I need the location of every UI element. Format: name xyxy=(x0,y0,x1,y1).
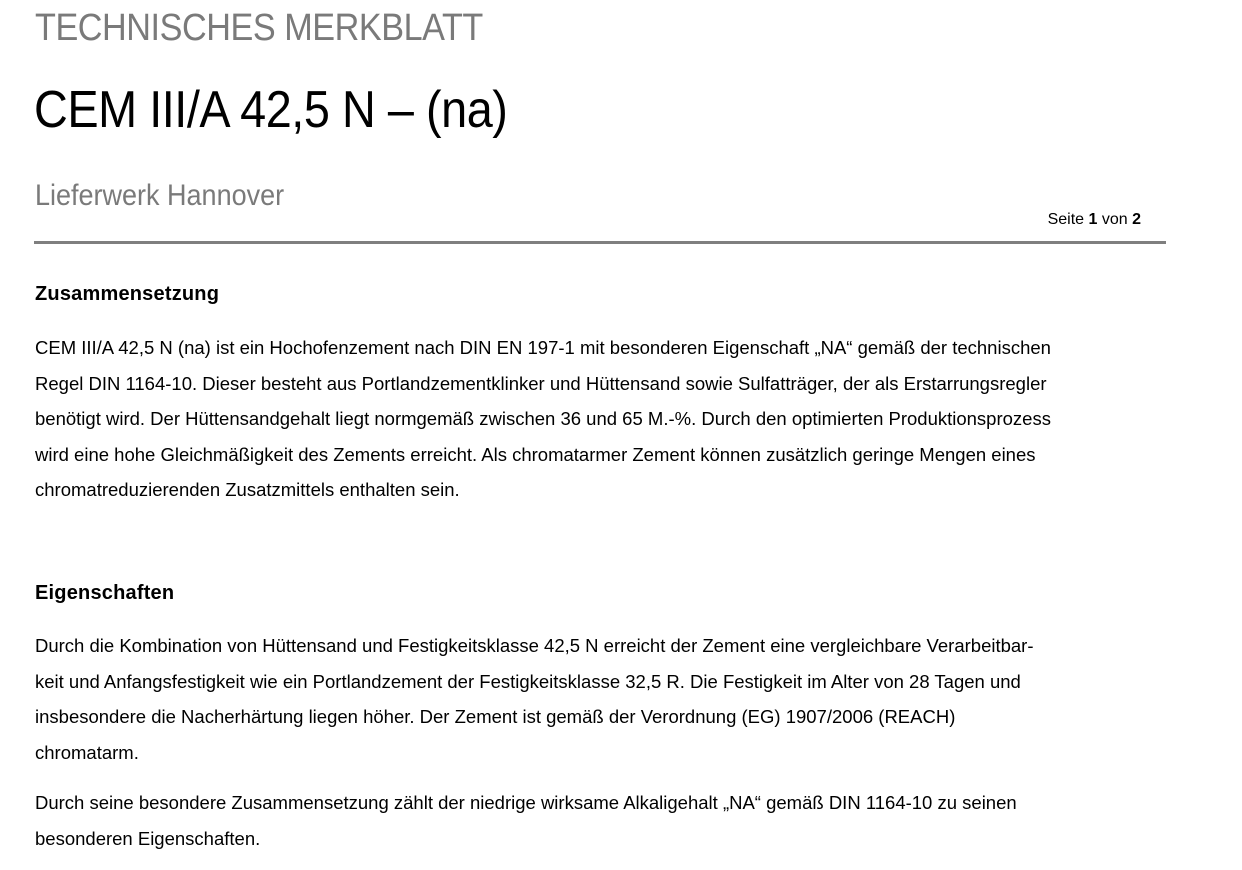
paragraph-line: CEM III/A 42,5 N (na) ist ein Hochofenzement nach DIN EN 197-1 mit besonderen Eigenschaft „NA“ gemäß der technischen xyxy=(35,337,1051,358)
paragraph-line: Regel DIN 1164-10. Dieser besteht aus Portlandzementklinker und Hüttensand sowie Sulfatträger, der als Erstarrungsregler xyxy=(35,372,1047,394)
document-type-title: TECHNISCHES MERKBLATT xyxy=(35,7,483,49)
paragraph-line: Durch seine besondere Zusammensetzung zählt der niedrige wirksame Alkaligehalt „NA“ gemäß DIN 1164-10 zu seinen xyxy=(35,792,1017,813)
page-indicator xyxy=(1048,210,1141,230)
plant-name: Lieferwerk Hannover xyxy=(35,179,285,212)
product-title: CEM III/A 42,5 N – (na) xyxy=(34,81,508,139)
paragraph-line: chromatarm. xyxy=(35,741,139,763)
page-of-label: von xyxy=(1101,211,1128,228)
paragraph-line: besonderen Eigenschaften. xyxy=(35,827,261,849)
paragraph-eigenschaften-1 xyxy=(35,628,1185,770)
paragraph-eigenschaften-2 xyxy=(35,785,1185,856)
paragraph-line: chromatreduzierenden Zusatzmittels enthalten sein. xyxy=(35,479,460,500)
page-current: 1 xyxy=(1088,211,1098,228)
paragraph-line: keit und Anfangsfestigkeit wie ein Portlandzement der Festigkeitsklasse 32,5 R. Die Festigkeit im Alter von 28 Tagen und xyxy=(35,670,1021,692)
section-heading-zusammensetzung: Zusammensetzung xyxy=(35,283,220,305)
paragraph-line: Durch die Kombination von Hüttensand und Festigkeitsklasse 42,5 N erreicht der Zement eine vergleichbare Verarbeitbar- xyxy=(35,635,1034,656)
header-divider xyxy=(34,241,1166,244)
paragraph-line: benötigt wird. Der Hüttensandgehalt liegt normgemäß zwischen 36 und 65 M.-%. Durch den optimierten Produktionsprozess xyxy=(35,408,1051,429)
page-total: 2 xyxy=(1132,211,1141,228)
paragraph-zusammensetzung xyxy=(35,330,1185,508)
section-heading-eigenschaften: Eigenschaften xyxy=(35,582,175,604)
page-label: Seite xyxy=(1047,211,1085,228)
paragraph-line: wird eine hohe Gleichmäßigkeit des Zements erreicht. Als chromatarmer Zement können zusätzlich geringe Mengen eines xyxy=(35,443,1036,465)
paragraph-line: insbesondere die Nacherhärtung liegen höher. Der Zement ist gemäß der Verordnung (EG) 1907/2006 (REACH) xyxy=(35,706,956,727)
